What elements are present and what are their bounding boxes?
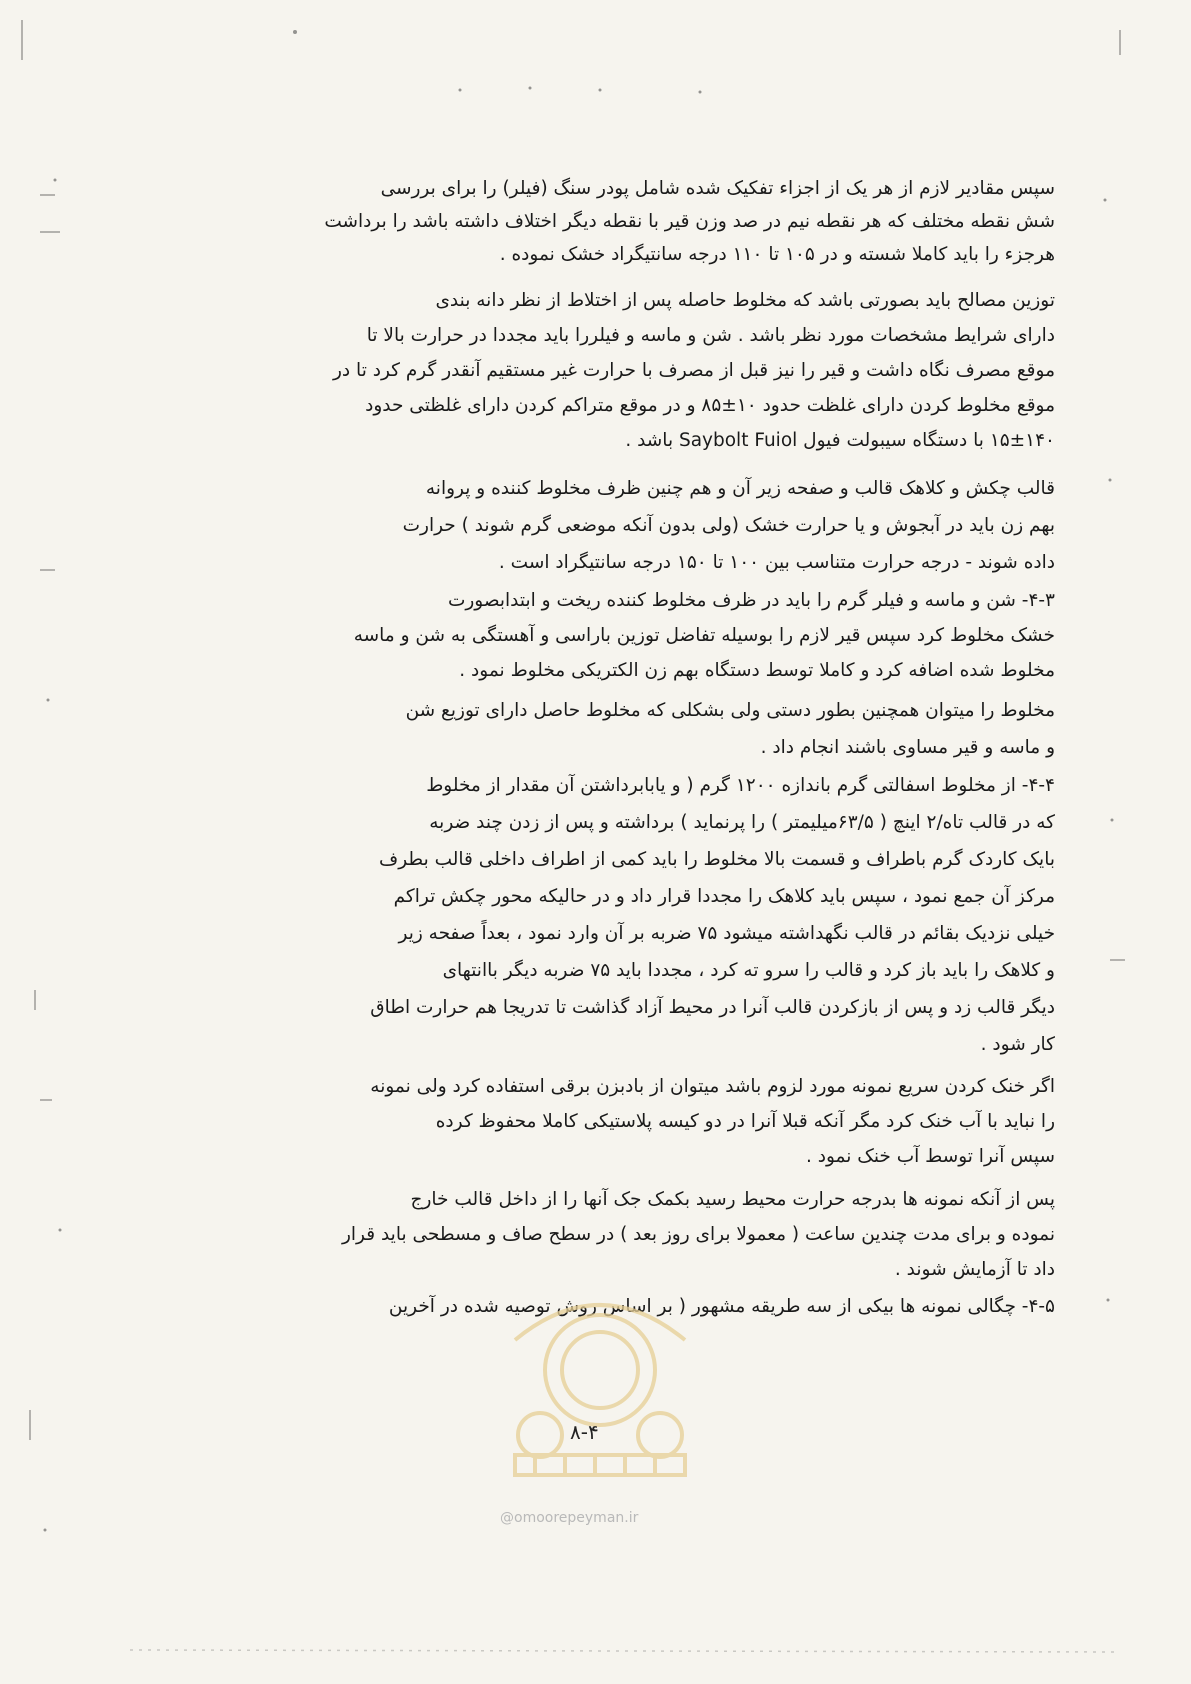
text-line: موقع مصرف نگاه داشت و قیر را نیز قبل از مصرف با حرارت غیر مستقیم آنقدر گرم کرد تا در: [333, 360, 1055, 381]
text-line: ۴-۳- شن و ماسه و فیلر گرم را باید در ظرف مخلوط کننده ریخت و ابتدابصورت: [447, 590, 1055, 611]
watermark-url: @omoorepeyman.ir: [500, 1510, 639, 1526]
text-line: را نباید با آب خنک کرد مگر آنکه قبلا آنرا در دو کیسه پلاستیکی کاملا محفوظ کرده: [435, 1111, 1055, 1132]
paragraph-p7: [175, 1069, 1055, 1174]
page-number: ۸-۴: [570, 1420, 599, 1444]
text-line: اگر خنک کردن سریع نمونه مورد لزوم باشد میتوان از بادبزن برقی استفاده کرد ولی نمونه: [370, 1076, 1055, 1097]
text-line: سپس مقادیر لازم از هر یک از اجزاء تفکیک شده شامل پودر سنگ (فیلر) را برای بررسی: [380, 178, 1055, 199]
text-line: موقع مخلوط کردن دارای غلظت حدود ۱۰±۸۵ و در موقع متراکم کردن دارای غلظتی حدود: [365, 395, 1055, 416]
text-line: پس از آنکه نمونه ها بدرجه حرارت محیط رسید بکمک جک آنها را از داخل قالب خارج: [410, 1189, 1055, 1210]
text-line: بهم زن باید در آبجوش و یا حرارت خشک (ولی بدون آنکه موضعی گرم شوند ) حرارت: [402, 515, 1055, 536]
text-line: ۴-۵- چگالی نمونه ها بیکی از سه طریقه مشهور ( بر اساس روش توصیه شده در آخرین: [388, 1296, 1055, 1317]
text-line: داده شوند - درجه حرارت متناسب بین ۱۰۰ تا ۱۵۰ درجه سانتیگراد است .: [498, 552, 1055, 573]
paragraph-p6: [175, 767, 1055, 1063]
text-line: و ماسه و قیر مساوی باشند انجام داد .: [760, 737, 1055, 758]
text-line: شش نقطه مختلف که هر نقطه نیم در صد وزن قیر با نقطه دیگر اختلاف داشته باشد را برداشت: [324, 211, 1055, 232]
paragraph-p5: [175, 692, 1055, 766]
paragraph-p4: [175, 583, 1055, 688]
text-line: مخلوط را میتوان همچنین بطور دستی ولی بشکلی که مخلوط حاصل دارای توزیع شن: [405, 700, 1055, 721]
text-line: دارای شرایط مشخصات مورد نظر باشد . شن و ماسه و فیلررا باید مجددا در حرارت بالا تا: [366, 325, 1055, 346]
text-line: مرکز آن جمع نمود ، سپس باید کلاهک را مجددا قرار داد و در حالیکه محور چکش تراکم: [393, 886, 1055, 907]
text-line: کار شود .: [980, 1034, 1055, 1055]
text-line: خیلی نزدیک بقائم در قالب نگهداشته میشود ۷۵ ضربه بر آن وارد نمود ، بعداً صفحه زیر: [398, 923, 1055, 944]
text-line: داد تا آزمایش شوند .: [894, 1259, 1055, 1280]
text-line: قالب چکش و کلاهک قالب و صفحه زیر آن و هم چنین ظرف مخلوط کننده و پروانه: [425, 478, 1055, 499]
text-line: ۴-۴- از مخلوط اسفالتی گرم باندازه ۱۲۰۰ گرم ( و یابابرداشتن آن مقدار از مخلوط: [426, 775, 1055, 796]
text-line: خشک مخلوط کرد سپس قیر لازم را بوسیله تفاضل توزین باراسی و آهستگی به شن و ماسه: [353, 625, 1055, 646]
text-line: سپس آنرا توسط آب خنک نمود .: [805, 1146, 1055, 1167]
paragraph-p3: [175, 470, 1055, 581]
text-line: دیگر قالب زد و پس از بازکردن قالب آنرا در محیط آزاد گذاشت تا تدریجا هم حرارت اطاق: [370, 997, 1055, 1018]
text-line: نموده و برای مدت چندین ساعت ( معمولا برای روز بعد ) در سطح صاف و مسطحی باید قرار: [341, 1224, 1055, 1245]
text-line: و کلاهک را باید باز کرد و قالب را سرو ته کرد ، مجددا باید ۷۵ ضربه دیگر باانتهای: [442, 960, 1055, 981]
text-line: که در قالب تاه/۲ اینچ ( ۶۳/۵میلیمتر ) را پرنماید ) برداشته و پس از زدن چند ضربه: [429, 812, 1055, 833]
paragraph-p1: [175, 172, 1055, 271]
text-line: ۱۵±۱۴۰ با دستگاه سیبولت فیول Saybolt Fuiol باشد .: [625, 430, 1055, 451]
paragraph-p2: [175, 283, 1055, 458]
text-line: مخلوط شده اضافه کرد و کاملا توسط دستگاه بهم زن الکتریکی مخلوط نمود .: [459, 660, 1055, 681]
text-line: بایک کاردک گرم باطراف و قسمت بالا مخلوط را باید کمی از اطراف داخلی قالب بطرف: [379, 849, 1055, 870]
text-line: توزین مصالح باید بصورتی باشد که مخلوط حاصله پس از اختلاط از نظر دانه بندی: [435, 290, 1055, 311]
omoorepeyman-logo-watermark: [455, 1250, 745, 1490]
text-line: هرجزء را باید کاملا شسته و در ۱۰۵ تا ۱۱۰ درجه سانتیگراد خشک نموده .: [499, 244, 1055, 265]
